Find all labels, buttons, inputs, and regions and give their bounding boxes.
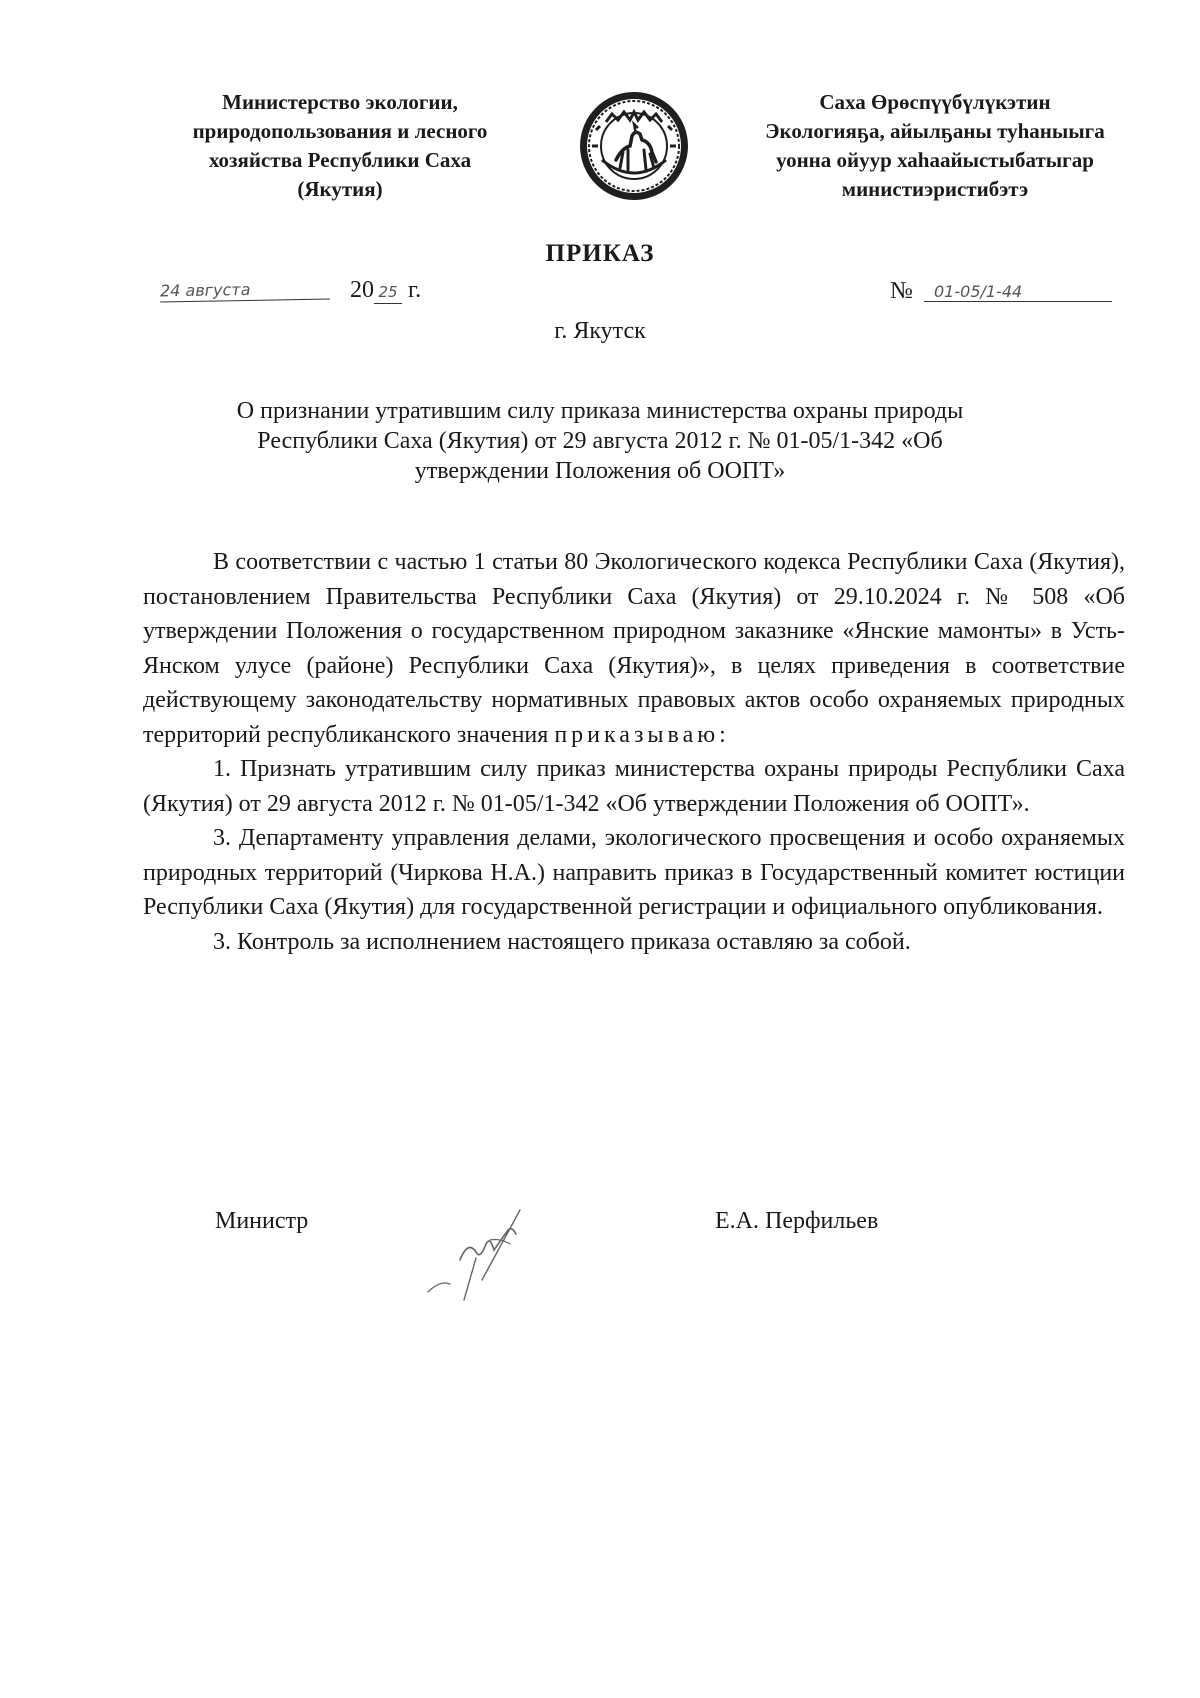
subject-line: утверждении Положения об ООПТ» [414, 458, 786, 484]
signatory-name: Е.А. Перфильев [715, 1208, 879, 1234]
city: г. Якутск [554, 318, 646, 344]
document-subject [170, 396, 1030, 486]
year-prefix: 20 [350, 277, 374, 303]
sakha-coat-of-arms-icon [578, 90, 690, 202]
subject-line: Республики Саха (Якутия) от 29 августа 2012 г. № 01-05/1-342 «Об [257, 428, 943, 454]
handwritten-signature-icon [420, 1200, 570, 1310]
header-left-line: Министерство экологии, [222, 90, 458, 114]
order-word: приказываю: [554, 721, 730, 748]
number-sign: № [890, 278, 913, 304]
document-body [143, 545, 1125, 959]
ministry-name-yakut [715, 88, 1155, 204]
header-right-line: министиэристибэтэ [841, 177, 1029, 201]
handwritten-year: 25 [374, 281, 402, 304]
document-title: ПРИКАЗ [545, 240, 655, 267]
header-left-line: хозяйства Республики Саха [208, 148, 472, 172]
handwritten-date: 24 августа [160, 279, 330, 303]
preamble-paragraph [143, 545, 1125, 752]
order-date [160, 272, 450, 312]
header-right-line: Экологияҕа, айылҕаны туһаныыга [765, 119, 1105, 143]
header-left-line: природопользования и лесного [192, 119, 488, 143]
handwritten-number: 01-05/1-44 [924, 282, 1112, 302]
header-left-line: (Якутия) [297, 177, 383, 201]
order-number [890, 274, 1115, 314]
order-item-3: 3. Контроль за исполнением настоящего приказа оставляю за собой. [213, 928, 911, 955]
ministry-name-russian [140, 88, 540, 204]
subject-line: О признании утратившим силу приказа министерства охраны природы [236, 398, 964, 424]
header-right-line: Саха Өрөспүүбүлүкэтин [819, 90, 1051, 114]
order-year [350, 277, 421, 304]
header-right-line: уонна ойуур хаһаайыстыбатыгар [776, 148, 1094, 172]
preamble-text: В соответствии с частью 1 статьи 80 Экологического кодекса Республики Саха (Якутия), постановлением Правительства Республики Саха (Якутия) от 29.10.2024 г. № 508 «Об утверждении Положения о государственном природном заказнике «Янские мамонты» в Усть-Янском улусе (районе) Республики Саха (Якутия)», в целях приведения в соответствие действующему законодательству нормативных правовых актов особо охраняемых природных территорий республиканского значения [143, 549, 1125, 748]
order-item-2: 3. Департаменту управления делами, экологического просвещения и особо охраняемых природных территорий (Чиркова Н.А.) направить приказ в Государственный комитет юстиции Республики Саха (Якутия) для государственной регистрации и официального опубликования. [143, 825, 1125, 920]
signatory-position: Министр [215, 1208, 309, 1234]
signature-block [0, 1208, 1200, 1318]
order-item-1: 1. Признать утратившим силу приказ министерства охраны природы Республики Саха (Якутия) от 29 августа 2012 г. № 01-05/1-342 «Об утверждении Положения об ООПТ». [143, 756, 1125, 817]
year-suffix: г. [402, 277, 422, 303]
